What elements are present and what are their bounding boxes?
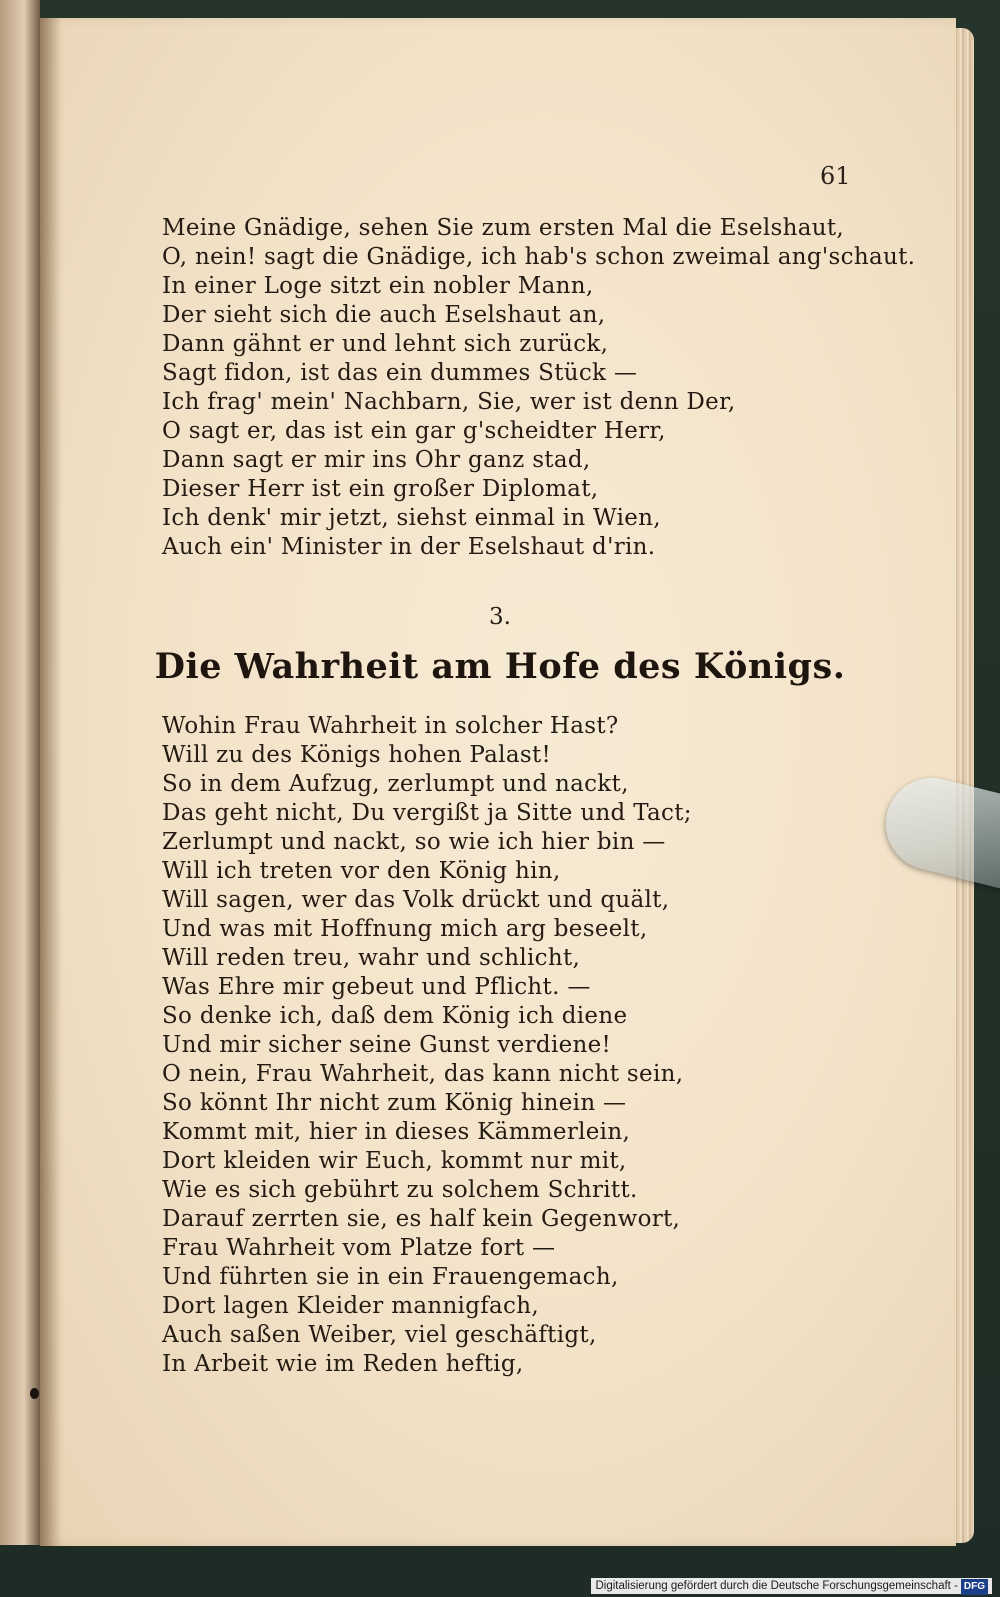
verse-line: Ich denk' mir jetzt, siehst einmal in Wien, — [162, 505, 661, 531]
verse-line: In Arbeit wie im Reden heftig, — [162, 1351, 524, 1377]
verse-line: Will zu des Königs hohen Palast! — [162, 742, 552, 768]
verse-line: Und führten sie in ein Frauengemach, — [162, 1264, 619, 1290]
verse-line: Dann gähnt er und lehnt sich zurück, — [162, 331, 609, 357]
verse-line: Ich frag' mein' Nachbarn, Sie, wer ist denn Der, — [162, 389, 736, 415]
section-title: Die Wahrheit am Hofe des Königs. — [154, 646, 846, 687]
page-gutter-shadow — [40, 18, 62, 1546]
verse-line: O, nein! sagt die Gnädige, ich hab's schon zweimal ang'schaut. — [162, 244, 916, 270]
verse-line: Wohin Frau Wahrheit in solcher Hast? — [162, 713, 619, 739]
verse-line: Und was mit Hoffnung mich arg beseelt, — [162, 916, 648, 942]
verse-line: Darauf zerrten sie, es half kein Gegenwort, — [162, 1206, 681, 1232]
verse-line: Dann sagt er mir ins Ohr ganz stad, — [162, 447, 591, 473]
verse-line: Was Ehre mir gebeut und Pflicht. — — [162, 974, 591, 1000]
verse-line: Will reden treu, wahr und schlicht, — [162, 945, 581, 971]
digitization-credit — [591, 1578, 992, 1594]
verse-line: So in dem Aufzug, zerlumpt und nackt, — [162, 771, 629, 797]
facing-page-edge — [0, 0, 40, 1545]
section-number: 3. — [489, 604, 511, 630]
verse-line: Dieser Herr ist ein großer Diplomat, — [162, 476, 599, 502]
verse-line: So denke ich, daß dem König ich diene — [162, 1003, 628, 1029]
verse-block-2 — [162, 712, 692, 1379]
ink-spot — [30, 1388, 39, 1399]
verse-line: Dort kleiden wir Euch, kommt nur mit, — [162, 1148, 627, 1174]
verse-line: Sagt fidon, ist das ein dummes Stück — — [162, 360, 638, 386]
verse-line: Frau Wahrheit vom Platze fort — — [162, 1235, 556, 1261]
dfg-logo: DFG — [961, 1579, 988, 1595]
verse-line: O nein, Frau Wahrheit, das kann nicht sein, — [162, 1061, 684, 1087]
verse-line: Auch saßen Weiber, viel geschäftigt, — [162, 1322, 597, 1348]
verse-line: Und mir sicher seine Gunst verdiene! — [162, 1032, 612, 1058]
verse-line: O sagt er, das ist ein gar g'scheidter Herr, — [162, 418, 666, 444]
verse-line: Der sieht sich die auch Eselshaut an, — [162, 302, 606, 328]
verse-line: Meine Gnädige, sehen Sie zum ersten Mal die Eselshaut, — [162, 215, 845, 241]
page-number: 61 — [820, 162, 851, 190]
verse-block-1 — [162, 214, 915, 562]
verse-line: Auch ein' Minister in der Eselshaut d'rin. — [162, 534, 656, 560]
verse-line: Zerlumpt und nackt, so wie ich hier bin — — [162, 829, 666, 855]
verse-line: Wie es sich gebührt zu solchem Schritt. — [162, 1177, 638, 1203]
verse-line: Will ich treten vor den König hin, — [162, 858, 561, 884]
verse-line: So könnt Ihr nicht zum König hinein — — [162, 1090, 627, 1116]
verse-line: Kommt mit, hier in dieses Kämmerlein, — [162, 1119, 631, 1145]
verse-line: Will sagen, wer das Volk drückt und quält, — [162, 887, 670, 913]
credit-text: Digitalisierung gefördert durch die Deutsche Forschungsgemeinschaft - — [595, 1580, 958, 1592]
verse-line: Dort lagen Kleider mannigfach, — [162, 1293, 539, 1319]
verse-line: In einer Loge sitzt ein nobler Mann, — [162, 273, 594, 299]
verse-line: Das geht nicht, Du vergißt ja Sitte und Tact; — [162, 800, 692, 826]
